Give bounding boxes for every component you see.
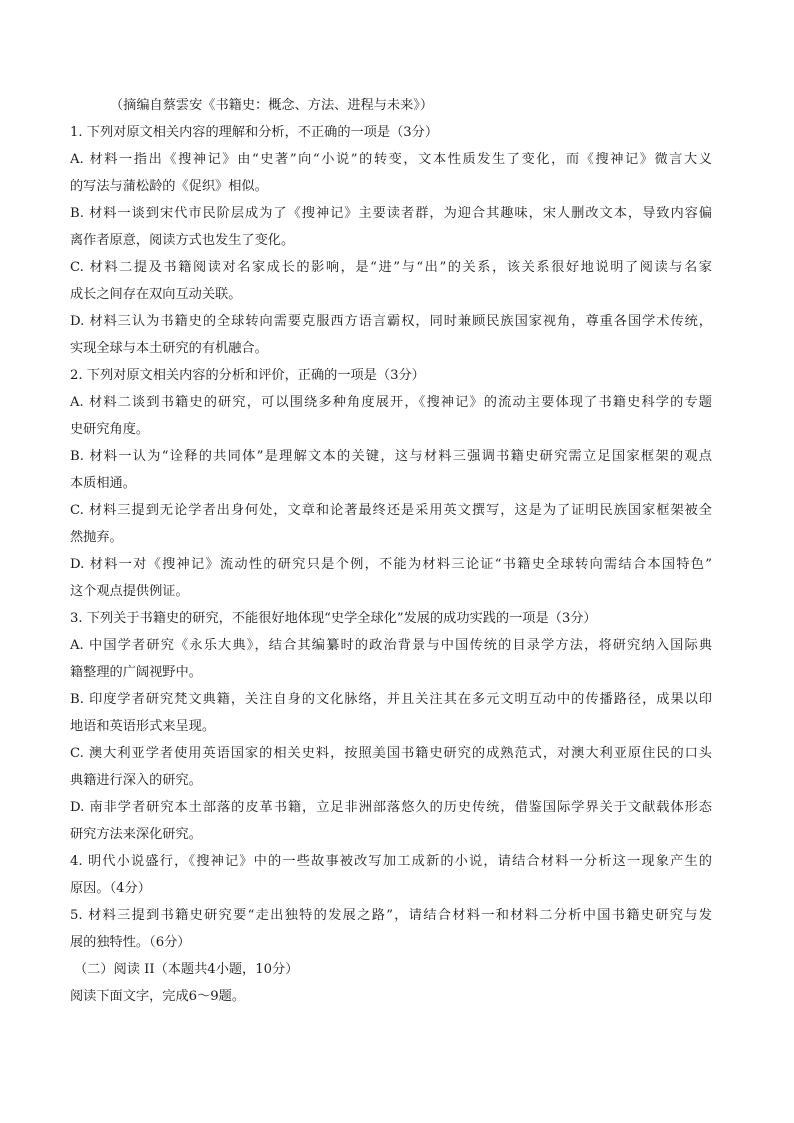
answer-option bbox=[70, 686, 712, 740]
answer-option bbox=[70, 389, 712, 443]
answer-option bbox=[70, 443, 712, 497]
answer-option-line: A. 中国学者研究《永乐大典》，结合其编纂时的政治背景与中国传统的目录学方法，将研究纳入国际典 bbox=[70, 638, 712, 653]
answer-option bbox=[70, 632, 712, 686]
answer-option bbox=[70, 308, 712, 362]
question-stem-line: 4. 明代小说盛行，《搜神记》中的一些故事被改写加工成新的小说，请结合材料一分析这一现象产生的 bbox=[70, 854, 712, 869]
source-citation: （摘编自蔡雲安《书籍史：概念、方法、进程与未来》） bbox=[110, 98, 434, 113]
answer-option-line: 典籍进行深入的研究。 bbox=[70, 773, 202, 788]
answer-option-line: B. 材料一认为“诠释的共同体”是理解文本的关键，这与材料三强调书籍史研究需立足国家框架的观点 bbox=[70, 449, 712, 464]
question-2 bbox=[70, 362, 712, 605]
question-4 bbox=[70, 848, 712, 902]
answer-option-line: 成长之间存在双向互动关联。 bbox=[70, 287, 242, 302]
answer-option-line: 离作者原意，阅读方式也发生了变化。 bbox=[70, 233, 295, 248]
answer-option bbox=[70, 497, 712, 551]
answer-option-line: 籍整理的广阔视野中。 bbox=[70, 665, 202, 680]
answer-option-line: C. 材料三提到无论学者出身何处，文章和论著最终还是采用英文撰写，这是为了证明民族国家框架被全 bbox=[70, 503, 712, 518]
question-stem-line: 2. 下列对原文相关内容的分析和评价，正确的一项是（3分） bbox=[70, 368, 425, 383]
reading-instruction: 阅读下面文字，完成6～9题。 bbox=[70, 989, 246, 1004]
question-stem-line: 原因。（4分） bbox=[70, 881, 151, 896]
answer-option bbox=[70, 146, 712, 200]
answer-option bbox=[70, 254, 712, 308]
question-stem-line: 5. 材料三提到书籍史研究要“走出独特的发展之路”，请结合材料一和材料二分析中国书籍史研究与发 bbox=[70, 908, 712, 923]
question-3 bbox=[70, 605, 712, 848]
answer-option-line: B. 材料一谈到宋代市民阶层成为了《搜神记》主要读者群，为迎合其趣味，宋人删改文本，导致内容偏 bbox=[70, 206, 712, 221]
question-1 bbox=[70, 119, 712, 362]
answer-option-line: A. 材料一指出《搜神记》由“史著”向“小说”的转变，文本性质发生了变化，而《搜神记》微言大义 bbox=[70, 152, 712, 167]
question-list bbox=[70, 119, 712, 956]
answer-option bbox=[70, 740, 712, 794]
answer-option-line: 地语和英语形式来呈现。 bbox=[70, 719, 216, 734]
answer-option-line: 史研究角度。 bbox=[70, 422, 150, 437]
answer-option-line: 实现全球与本土研究的有机融合。 bbox=[70, 341, 268, 356]
answer-option bbox=[70, 200, 712, 254]
answer-option-line: D. 材料三认为书籍史的全球转向需要克服西方语言霸权，同时兼顾民族国家视角，尊重各国学术传统， bbox=[70, 314, 712, 329]
question-stem-line: 1. 下列对原文相关内容的理解和分析，不正确的一项是（3分） bbox=[70, 125, 439, 140]
answer-option-line: C. 材料二提及书籍阅读对名家成长的影响，是“进”与“出”的关系，该关系很好地说明了阅读与名家 bbox=[70, 260, 712, 275]
document-page bbox=[70, 92, 712, 1010]
answer-option-line: D. 南非学者研究本土部落的皮革书籍，立足非洲部落悠久的历史传统，借鉴国际学界关于文献载体形态 bbox=[70, 800, 712, 815]
answer-option bbox=[70, 551, 712, 605]
question-5 bbox=[70, 902, 712, 956]
answer-option-line: B. 印度学者研究梵文典籍，关注自身的文化脉络，并且关注其在多元文明互动中的传播路径，成果以印 bbox=[70, 692, 712, 707]
answer-option-line: 的写法与蒲松龄的《促织》相似。 bbox=[70, 179, 268, 194]
answer-option-line: C. 澳大利亚学者使用英语国家的相关史料，按照美国书籍史研究的成熟范式，对澳大利亚原住民的口头 bbox=[70, 746, 712, 761]
answer-option bbox=[70, 794, 712, 848]
question-stem-line: 展的独特性。（6分） bbox=[70, 935, 191, 950]
answer-option-line: D. 材料一对《搜神记》流动性的研究只是个例，不能为材料三论证“书籍史全球转向需结合本国特色” bbox=[70, 557, 712, 572]
answer-option-line: 研究方法来深化研究。 bbox=[70, 827, 202, 842]
section-heading: （二）阅读 II（本题共4小题，10分） bbox=[74, 962, 299, 977]
answer-option-line: A. 材料二谈到书籍史的研究，可以围绕多种角度展开，《搜神记》的流动主要体现了书籍史科学的专题 bbox=[70, 395, 712, 410]
answer-option-line: 这个观点提供例证。 bbox=[70, 584, 189, 599]
answer-option-line: 本质相通。 bbox=[70, 476, 136, 491]
answer-option-line: 然抛弃。 bbox=[70, 530, 123, 545]
question-stem-line: 3. 下列关于书籍史的研究，不能很好地体现“史学全球化”发展的成功实践的一项是（3分） bbox=[70, 611, 597, 626]
